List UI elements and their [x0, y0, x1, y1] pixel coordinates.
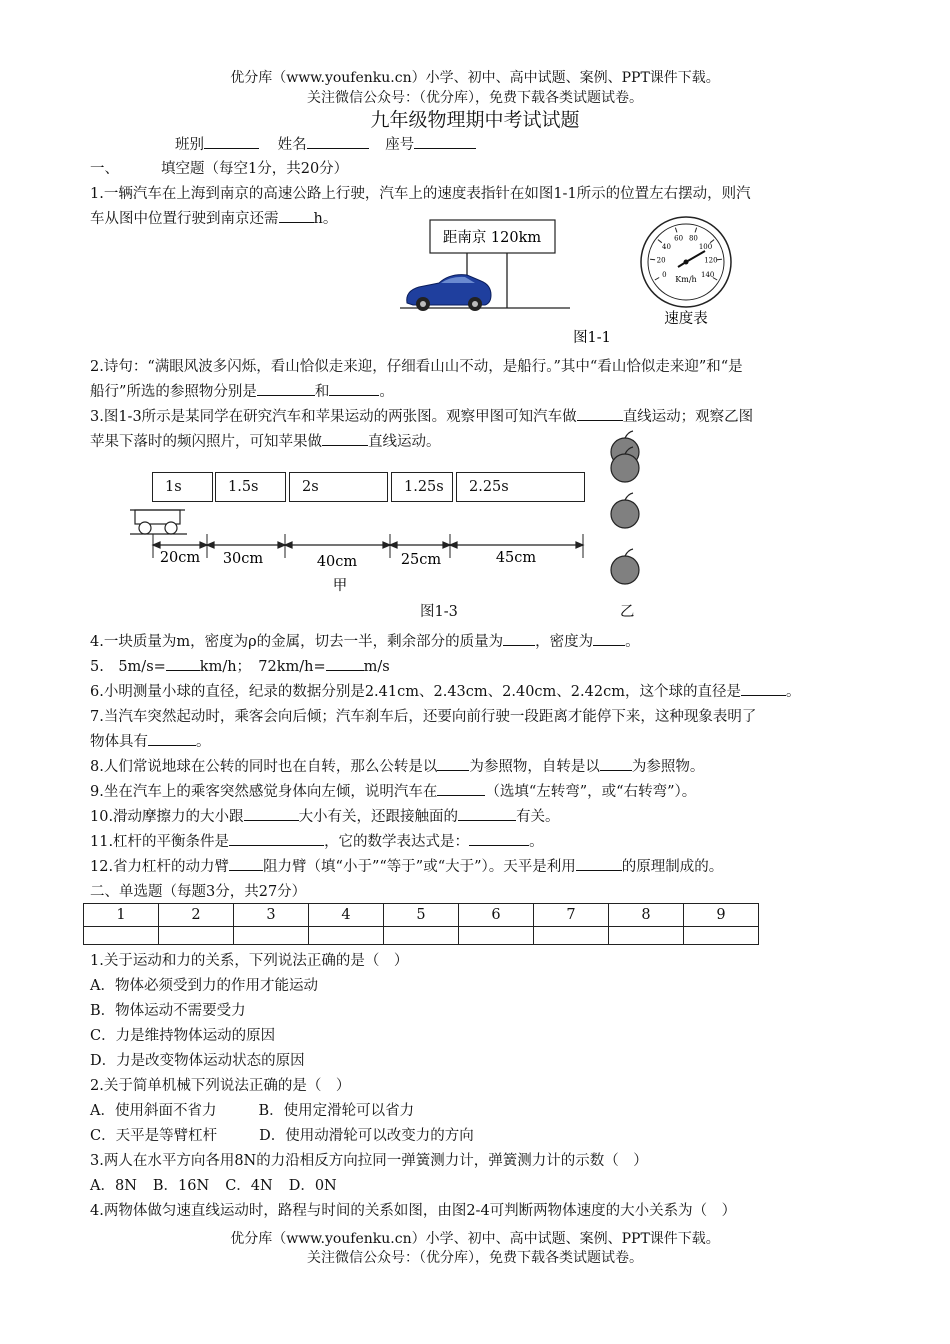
q2-line-2: [90, 380, 865, 405]
student-info: [175, 133, 476, 156]
figure-1-1: [395, 215, 765, 350]
distance-arrows: [153, 542, 583, 548]
q10-text-a: 10.滑动摩擦力的大小跟: [90, 809, 244, 825]
answer-col-5: 5: [384, 904, 459, 927]
header-line-1: 优分库（www.youfenku.cn）小学、初中、高中试题、案例、PPT课件下载。: [230, 70, 720, 86]
q10-text-b: 大小有关，还跟接触面的: [298, 809, 459, 825]
car-image: [407, 275, 491, 311]
q10: [90, 805, 865, 830]
mc1-option-a: A．物体必须受到力的作用才能运动: [90, 978, 318, 994]
time-box-4: 1.25s: [391, 472, 453, 502]
q11: [90, 830, 865, 855]
q7-line-1: 7.当汽车突然起动时，乘客会向后倾；汽车刹车后，还要向前行驶一段距离才能停下来，这种现象表明了: [90, 709, 757, 725]
q3-text-a: 3.图1-3所示是某同学在研究汽车和苹果运动的两张图。观察甲图可知汽车做: [90, 409, 577, 425]
answer-cell[interactable]: [534, 927, 609, 945]
q1-text: 车从图中位置行驶到南京还需: [90, 211, 279, 227]
q4-text-b: ，密度为: [535, 634, 594, 650]
q5-blank-1[interactable]: [166, 655, 200, 671]
answer-cell[interactable]: [159, 927, 234, 945]
answer-cell[interactable]: [84, 927, 159, 945]
speedometer-tick-label: 100: [698, 242, 713, 251]
figure-1-3-b: [598, 430, 658, 595]
time-box-1: 1s: [152, 472, 213, 502]
speedometer-tick-label: 140: [701, 271, 715, 279]
section-1-number: 一、: [90, 161, 119, 177]
mc2-option-a: A．使用斜面不省力: [90, 1103, 217, 1119]
q8: [90, 755, 865, 780]
q12-text-a: 12.省力杠杆的动力臂: [90, 859, 230, 875]
q9: [90, 780, 865, 805]
q10-blank-1[interactable]: [244, 805, 299, 821]
mc2-options-row-1: [90, 1099, 865, 1124]
q11-blank-1[interactable]: [229, 830, 324, 846]
q5-text-b: km/h； 72km/h=: [199, 659, 326, 675]
time-box-5: 2.25s: [456, 472, 585, 502]
q9-text-a: 9.坐在汽车上的乘客突然感觉身体向左倾，说明汽车在: [90, 784, 438, 800]
q8-text-c: 为参照物。: [631, 759, 705, 775]
page-title: 九年级物理期中考试试题: [370, 109, 580, 131]
footer-line-1: 优分库（www.youfenku.cn）小学、初中、高中试题、案例、PPT课件下载。: [230, 1231, 720, 1247]
speedometer-tick-label: 120: [704, 256, 718, 265]
speedometer-tick-label: 0: [662, 271, 667, 279]
answer-table: [83, 903, 759, 945]
speedometer-tick-label: 60: [674, 234, 684, 243]
q6: [90, 680, 865, 705]
q7-text-b: 物体具有: [90, 734, 148, 750]
q11-text-c: 。: [529, 834, 544, 850]
q3-blank-2[interactable]: [322, 430, 368, 446]
q4-text-c: 。: [625, 634, 640, 650]
answer-cell[interactable]: [309, 927, 384, 945]
figure-1-3-caption: 图1-3: [420, 604, 458, 620]
q8-blank-1[interactable]: [437, 755, 469, 771]
q1-blank[interactable]: [279, 207, 314, 223]
answer-cell[interactable]: [384, 927, 459, 945]
answer-col-2: 2: [159, 904, 234, 927]
q11-text-a: 11.杠杆的平衡条件是: [90, 834, 230, 850]
q8-text-b: 为参照物，自转是以: [469, 759, 600, 775]
q6-text-b: 。: [785, 684, 801, 700]
q9-blank[interactable]: [437, 780, 485, 796]
q5-text-a: 5. 5m/s=: [90, 659, 166, 675]
q11-text-b: ，它的数学表达式是：: [324, 834, 470, 850]
distance-label-3: 40cm: [316, 554, 358, 570]
mc3-option-d: D．0N: [288, 1178, 337, 1194]
speedometer: [641, 217, 731, 307]
mc1-option-d: D．力是改变物体运动状态的原因: [90, 1053, 305, 1069]
q12-text-b: 阻力臂（填“小于”“等于”或“大于”）。天平是利用: [263, 859, 576, 875]
distance-label-1: 20cm: [159, 550, 201, 566]
figure-1-1-caption: 图1-1: [573, 330, 611, 346]
class-label: 班别: [175, 137, 204, 153]
q12-text-c: 的原理制成的。: [621, 859, 724, 875]
answer-table-answer-row: [84, 927, 759, 945]
speedometer-tick-label: 20: [656, 256, 666, 265]
mc2-option-c: C．天平是等臂杠杆: [90, 1128, 218, 1144]
mc4-stem: 4.两物体做匀速直线运动时，路程与时间的关系如图，由图2-4可判断两物体速度的大小关系为（ ）: [90, 1203, 737, 1219]
answer-cell[interactable]: [234, 927, 309, 945]
mc3-option-c: C．4N: [225, 1178, 273, 1194]
q5-text-c: m/s: [363, 659, 390, 675]
q7-blank[interactable]: [148, 730, 196, 746]
mc3-option-a: A．8N: [90, 1178, 137, 1194]
speedometer-tick-label: 40: [662, 242, 671, 251]
q2-and: 和: [314, 384, 330, 400]
header-line-2: 关注微信公众号：（优分库），免费下载各类试题试卷。: [307, 90, 643, 106]
q3-text-b: 直线运动；观察乙图: [622, 409, 754, 425]
q2-end: 。: [379, 384, 394, 400]
time-box-3: 2s: [289, 472, 388, 502]
answer-cell[interactable]: [459, 927, 534, 945]
mc1-option-c: C．力是维持物体运动的原因: [90, 1028, 276, 1044]
q1-unit: h。: [313, 211, 338, 227]
answer-col-6: 6: [459, 904, 534, 927]
name-blank[interactable]: [307, 133, 369, 149]
answer-cell[interactable]: [609, 927, 684, 945]
mc3-stem: 3.两人在水平方向各用8N的力沿相反方向拉同一弹簧测力计，弹簧测力计的示数（ ）: [90, 1153, 648, 1169]
q12: [90, 855, 865, 880]
q7-line-2: [90, 730, 865, 755]
seat-blank[interactable]: [414, 133, 476, 149]
footer-line-2: 关注微信公众号：（优分库），免费下载各类试题试卷。: [307, 1250, 643, 1266]
answer-col-4: 4: [309, 904, 384, 927]
apple-flash-images: [611, 431, 639, 584]
answer-col-7: 7: [534, 904, 609, 927]
mc2-option-d: D．使用动滑轮可以改变力的方向: [259, 1128, 474, 1144]
section-1-heading: [90, 157, 865, 182]
distance-label-5: 45cm: [495, 550, 537, 566]
q3-blank-1[interactable]: [577, 405, 623, 421]
section-1-title: 填空题（每空1分，共20分）: [161, 161, 349, 177]
answer-col-3: 3: [234, 904, 309, 927]
q12-blank-1[interactable]: [229, 855, 263, 871]
q5: [90, 655, 865, 680]
q5-blank-2[interactable]: [326, 655, 364, 671]
answer-col-8: 8: [609, 904, 684, 927]
q12-blank-2[interactable]: [576, 855, 622, 871]
mc2-stem: 2.关于简单机械下列说法正确的是（ ）: [90, 1078, 351, 1094]
name-label: 姓名: [277, 137, 307, 153]
distance-label-2: 30cm: [222, 551, 264, 567]
mc1-option-b: B．物体运动不需要受力: [90, 1003, 246, 1019]
cart-icon: [130, 510, 185, 534]
section-2-heading: 二、单选题（每题3分，共27分）: [90, 884, 307, 900]
answer-col-9: 9: [684, 904, 759, 927]
distance-sign-text: 距南京 120km: [442, 230, 542, 246]
q4: [90, 630, 865, 655]
speedometer-label: 速度表: [664, 311, 708, 327]
q2-line-1: 2.诗句：“满眼风波多闪烁，看山恰似走来迎，仔细看山山不动，是船行。”其中“看山恰似走来迎”和“是: [90, 359, 743, 375]
speedometer-unit: Km/h: [675, 275, 697, 284]
q4-blank-2[interactable]: [593, 630, 625, 646]
mc2-option-b: B．使用定滑轮可以省力: [258, 1103, 415, 1119]
q10-blank-2[interactable]: [458, 805, 516, 821]
answer-cell[interactable]: [684, 927, 759, 945]
time-box-2: 1.5s: [215, 472, 286, 502]
seat-label: 座号: [385, 137, 415, 153]
figure-label-yi: 乙: [620, 604, 635, 620]
answer-table-header-row: [84, 904, 759, 927]
q6-blank[interactable]: [741, 680, 786, 696]
q11-blank-2[interactable]: [469, 830, 529, 846]
q2-blank-1[interactable]: [257, 380, 315, 396]
q4-blank-1[interactable]: [503, 630, 535, 646]
mc3-options: [90, 1174, 865, 1199]
q7-text-c: 。: [196, 734, 211, 750]
figure-label-jia: 甲: [332, 578, 348, 594]
answer-col-1: 1: [84, 904, 159, 927]
q9-text-b: （选填“左转弯”，或“右转弯”）。: [485, 784, 697, 800]
q3-line-1: [90, 405, 865, 430]
distance-label-4: 25cm: [400, 552, 442, 568]
class-blank[interactable]: [204, 133, 259, 149]
q6-text-a: 6.小明测量小球的直径，纪录的数据分别是2.41cm、2.43cm、2.40cm、2.42cm，这个球的直径是: [90, 684, 741, 700]
mc1-stem: 1.关于运动和力的关系，下列说法正确的是（ ）: [90, 953, 409, 969]
q8-blank-2[interactable]: [600, 755, 632, 771]
q3-text-c: 苹果下落时的频闪照片，可知苹果做: [90, 434, 322, 450]
q8-text-a: 8.人们常说地球在公转的同时也在自转，那么公转是以: [90, 759, 438, 775]
figure-1-3-a: [125, 500, 605, 625]
q4-text-a: 4.一块质量为m，密度为ρ的金属，切去一半，剩余部分的质量为: [90, 634, 504, 650]
mc2-options-row-2: [90, 1124, 865, 1149]
mc3-option-b: B．16N: [152, 1178, 210, 1194]
q2-blank-2[interactable]: [329, 380, 379, 396]
q3-line-2: [90, 430, 865, 455]
q2-text: 船行”所选的参照物分别是: [90, 384, 257, 400]
q3-text-d: 直线运动。: [368, 434, 441, 450]
q1-line-1: 1.一辆汽车在上海到南京的高速公路上行驶，汽车上的速度表指针在如图1-1所示的位置左右摆动，则汽: [90, 186, 751, 202]
q10-text-c: 有关。: [516, 809, 560, 825]
speedometer-tick-label: 80: [688, 234, 698, 243]
